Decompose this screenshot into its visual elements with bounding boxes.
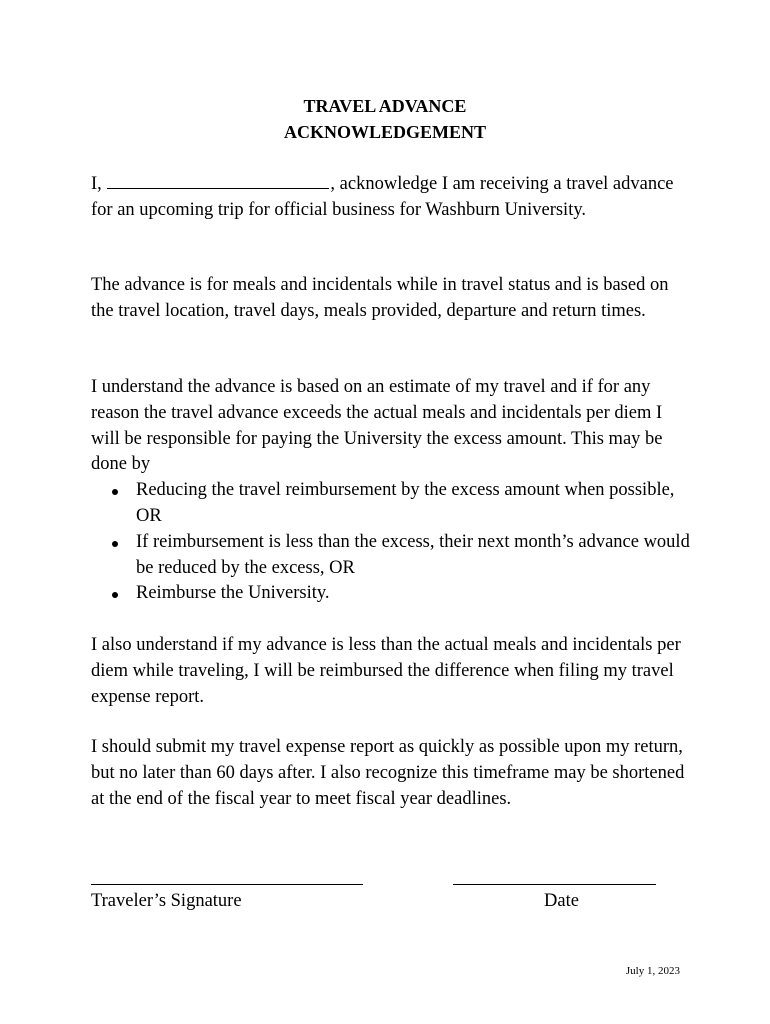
title-line-2: ACKNOWLEDGEMENT: [283, 122, 487, 142]
revision-date: July 1, 2023: [625, 965, 680, 977]
expense-report-deadline-paragraph: I should submit my travel expense report as quickly as possible upon my return, but no later than 60 days after. I also recognize this timeframe may be shortened at the end of the fiscal year to meet fiscal year deadlines.: [91, 737, 685, 809]
name-blank-line[interactable]: [107, 170, 329, 189]
bullet-icon: [112, 489, 118, 495]
paragraph-prefix: I,: [91, 174, 102, 194]
traveler-signature-label: Traveler’s Signature: [91, 891, 242, 911]
list-item-text: Reimburse the University.: [136, 583, 330, 604]
repayment-options-list: [91, 478, 691, 607]
title-line-1: TRAVEL ADVANCE: [303, 96, 467, 116]
list-item: [91, 581, 691, 607]
bullet-icon: [112, 592, 118, 598]
paragraph-suffix: , acknowledge I am receiving a travel advance for an upcoming trip for official business for Washburn University.: [91, 174, 674, 220]
date-label: Date: [544, 891, 579, 911]
traveler-signature-line[interactable]: [91, 884, 363, 885]
list-item-text: Reducing the travel reimbursement by the excess amount when possible, OR: [136, 480, 675, 526]
excess-responsibility-text: I understand the advance is based on an estimate of my travel and if for any reason the travel advance exceeds the actual meals and incidentals per diem I will be responsible for paying the University the excess amount. This may be done by: [91, 377, 663, 475]
acknowledgement-paragraph: [91, 170, 691, 224]
advance-purpose-paragraph: The advance is for meals and incidentals while in travel status and is based on the travel location, travel days, meals provided, departure and return times.: [91, 275, 669, 321]
bullet-icon: [112, 541, 118, 547]
list-item: [91, 530, 691, 582]
excess-responsibility-paragraph: [91, 375, 691, 607]
document-title: [0, 93, 770, 145]
date-line[interactable]: [453, 884, 656, 885]
list-item-text: If reimbursement is less than the excess, their next month’s advance would be reduced by the excess, OR: [136, 531, 690, 578]
shortfall-reimbursement-paragraph: I also understand if my advance is less than the actual meals and incidentals per diem while traveling, I will be reimbursed the difference when filing my travel expense report.: [91, 635, 681, 707]
list-item: [91, 478, 691, 530]
